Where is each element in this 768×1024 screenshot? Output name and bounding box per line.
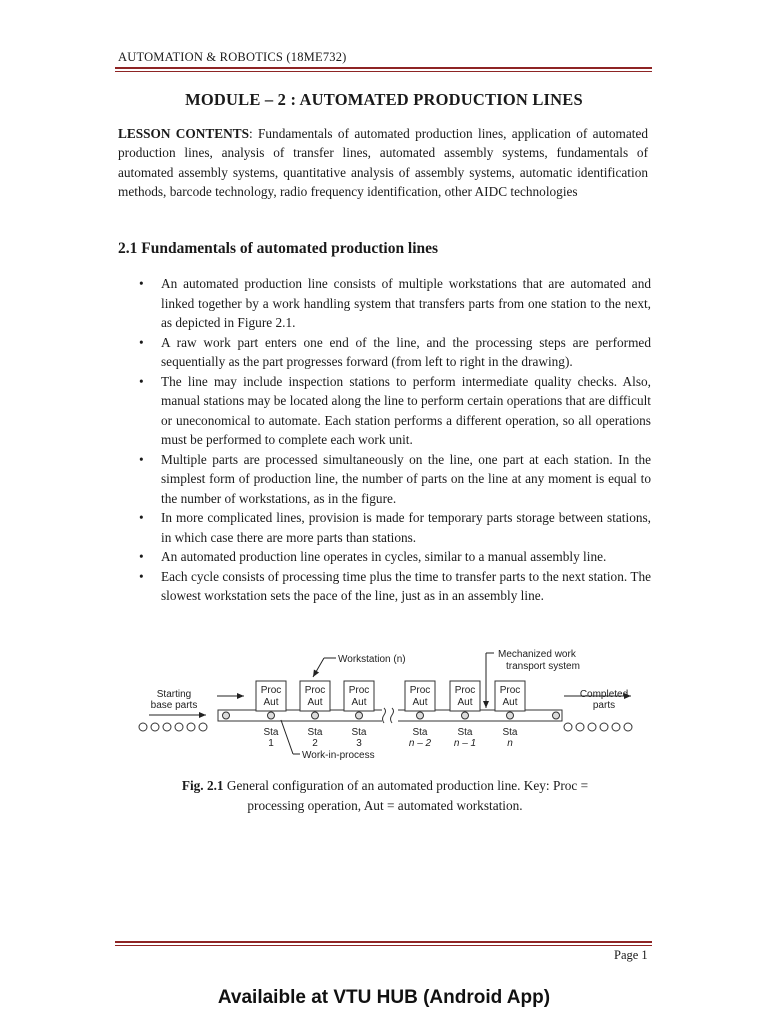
bullet-item: • An automated production line consists of multiple workstations that are automated and linked together by a work handling system that transfers parts from one station to the next, as depicted in Figure 2.1. [139, 274, 651, 333]
station-aut-label: Aut [263, 697, 279, 708]
bullet-item: • Each cycle consists of processing time plus the time to transfer parts to the next station. The slowest workstation sets the pace of the line, just as in an assembly line. [139, 567, 651, 606]
production-line-diagram [134, 644, 634, 769]
figure-caption-label: Fig. 2.1 [181, 778, 224, 793]
station-sta-label: Sta [263, 727, 279, 738]
starting-parts-row [139, 723, 207, 731]
work-in-process-label: Work-in-process [302, 750, 375, 761]
station-proc-label: Proc [304, 685, 326, 696]
production-line-figure [134, 644, 634, 774]
lesson-contents-text: : Fundamentals of automated production lines, application of automated production lines, analysis of transfer lines, automated assembly systems, fundamentals of automated assembly systems, quantitative analysis of assembly systems, automatic identification methods, barcode technology, radio frequency identification, other AIDC technologies [118, 126, 648, 199]
bullet-item: • A raw work part enters one end of the line, and the processing steps are performed sequentially as the part progresses forward (from left to right in the drawing). [139, 333, 651, 372]
bullet-item: • An automated production line operates in cycles, similar to a manual assembly line. [139, 547, 651, 567]
station-proc-label: Proc [409, 685, 431, 696]
station-proc-label: Proc [260, 685, 282, 696]
bullet-item: • The line may include inspection stations to perform intermediate quality checks. Also, manual stations may be located along the line to perform certain operations that are difficult or uneconomical to automate. Each station performs a different operation, so all operations must be performed to complete each work unit. [139, 372, 651, 450]
header-rule [115, 67, 652, 72]
station-number-label: n – 2 [408, 738, 432, 749]
completed-label-2: parts [592, 700, 616, 711]
bullet-list [139, 274, 651, 606]
station-aut-label: Aut [307, 697, 323, 708]
figure-caption [160, 776, 610, 815]
lesson-contents [118, 124, 648, 201]
station-number-label: n [507, 738, 513, 749]
section-heading: 2.1 Fundamentals of automated production lines [118, 240, 439, 257]
station-aut-label: Aut [502, 697, 518, 708]
station-number-label: 2 [312, 738, 318, 749]
bullet-item: • In more complicated lines, provision is made for temporary parts storage between stations, in which case there are more parts than stations. [139, 508, 651, 547]
station-aut-label: Aut [412, 697, 428, 708]
station-sta-label: Sta [502, 727, 518, 738]
station-proc-label: Proc [454, 685, 476, 696]
workstation-label: Workstation (n) [338, 654, 406, 665]
starting-label-1: Starting [156, 689, 192, 700]
starting-label-2: base parts [150, 700, 198, 711]
station-sta-label: Sta [457, 727, 473, 738]
station-sta-label: Sta [351, 727, 367, 738]
station-sta-label: Sta [412, 727, 428, 738]
station-proc-label: Proc [348, 685, 370, 696]
mechanized-label-1: Mechanized work [498, 649, 576, 660]
mechanized-label-2: transport system [506, 661, 580, 672]
station-number-label: 3 [356, 738, 362, 749]
module-title: MODULE – 2 : AUTOMATED PRODUCTION LINES [185, 90, 583, 109]
station-sta-label: Sta [307, 727, 323, 738]
app-promo-footer: Availaible at VTU HUB (Android App) [217, 987, 551, 1008]
running-header: AUTOMATION & ROBOTICS (18ME732) [118, 50, 347, 64]
figure-caption-text: General configuration of an automated production line. Key: Proc = processing operation, Aut = automated workstation. [223, 778, 589, 813]
station-number-label: 1 [268, 738, 274, 749]
station-aut-label: Aut [457, 697, 473, 708]
completed-label-1: Completed [579, 689, 629, 700]
page-number: Page 1 [614, 948, 648, 962]
station-proc-label: Proc [499, 685, 521, 696]
station-number-label: n – 1 [453, 738, 477, 749]
completed-parts-row [564, 723, 632, 731]
station-aut-label: Aut [351, 697, 367, 708]
footer-rule [115, 941, 652, 946]
lesson-contents-label: LESSON CONTENTS [118, 126, 249, 141]
bullet-item: • Multiple parts are processed simultaneously on the line, one part at each station. In the simplest form of production line, the number of parts on the line at any moment is equal to the number of workstations, as in the figure. [139, 450, 651, 509]
